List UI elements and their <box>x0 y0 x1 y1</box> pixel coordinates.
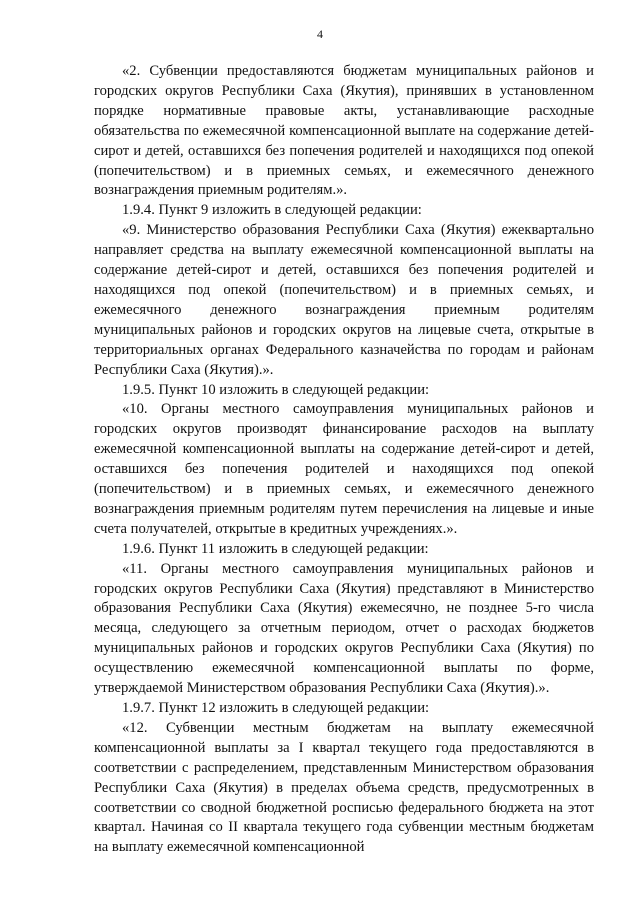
page-number: 4 <box>317 27 323 41</box>
paragraph-subventions: «2. Субвенции предоставляются бюджетам муниципальных районов и городских округов Республики Саха (Якутия), принявших в установленном порядке нормативные правовые акты, устанавливающие расходные обязательства по ежемесячной компенсационной выплате на содержание детей-сирот и детей, оставшихся без попечения родителей и находящихся под опекой (попечительством) и в приемных семьях, и ежемесячного денежного вознаграждения приемным родителям.». <box>94 63 594 199</box>
document-body <box>94 62 594 858</box>
paragraph-heading-1-9-6: 1.9.6. Пункт 11 изложить в следующей редакции: <box>122 540 429 557</box>
paragraph-heading-1-9-5: 1.9.5. Пункт 10 изложить в следующей редакции: <box>122 381 430 398</box>
paragraph-heading-1-9-4: 1.9.4. Пункт 9 изложить в следующей редакции: <box>122 202 422 219</box>
paragraph-clause-12: «12. Субвенции местным бюджетам на выплату ежемесячной компенсационной выплаты за I квартал текущего года предоставляются в соответствии с распределением, представленным Министерством образования Республики Саха (Якутия) в пределах объема средств, предусмотренных в соответствии со сводной бюджетной росписью федерального бюджета на этот квартал. Начиная со II квартала текущего года субвенции местным бюджетам на выплату ежемесячной компенсационной <box>94 719 594 856</box>
paragraph-clause-9: «9. Министерство образования Республики Саха (Якутия) ежеквартально направляет средства на выплату ежемесячной компенсационной выплаты на содержание детей-сирот и детей, оставшихся без попечения родителей и находящихся под опекой (попечительством) и в приемных семьях, и ежемесячного денежного вознаграждения приемным родителям муниципальных районов и городских округов на лицевые счета, открытые в территориальных органах Федерального казначейства по городам и районам Республики Саха (Якутия).». <box>94 222 594 378</box>
paragraph-clause-11: «11. Органы местного самоуправления муниципальных районов и городских округов Республики Саха (Якутия) представляют в Министерство образования Республики Саха (Якутия) ежемесячно, не позднее 5-го числа месяца, следующего за отчетным периодом, отчет о расходах бюджетов муниципальных районов и городских округов Республики Саха (Якутия) по осуществлению ежемесячной компенсационной выплаты по форме, утверждаемой Министерством образования Республики Саха (Якутия).». <box>94 560 594 697</box>
paragraph-heading-1-9-7: 1.9.7. Пункт 12 изложить в следующей редакции: <box>122 700 430 716</box>
paragraph-clause-10: «10. Органы местного самоуправления муниципальных районов и городских округов производят финансирование расходов на выплату ежемесячной компенсационной выплаты на содержание детей-сирот и детей, оставшихся без попечения родителей и находящихся под опекой (попечительством) и в приемных семьях, и ежемесячного денежного вознаграждения приемным родителям путем перечисления на лицевые и иные счета получателей, открытые в кредитных учреждениях.». <box>94 401 594 537</box>
